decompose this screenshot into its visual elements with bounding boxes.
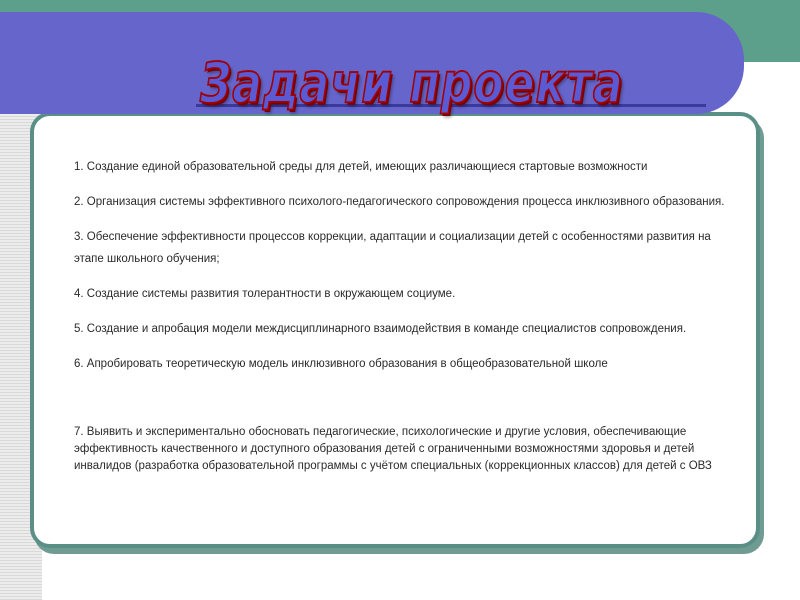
task-item-6: 6. Апробировать теоретическую модель инклюзивного образования в общеобразовательной школе — [74, 358, 608, 370]
task-item-7: 7. Выявить и экспериментально обосновать педагогические, психологические и другие условия, обеспечивающие эффективность качественного и доступного образования детей с ограниченными возможностями здоровья и детей инвалидов (разработка образовательной программы с учётом специальных (коррекционных классов) для детей с ОВЗ — [74, 426, 712, 472]
task-item-5: 5. Создание и апробация модели междисциплинарного взаимодействия в команде специалистов сопровождения. — [74, 323, 687, 335]
task-item-1: 1. Создание единой образовательной среды для детей, имеющих различающиеся стартовые возможности — [74, 161, 648, 173]
task-item-4: 4. Создание системы развития толерантности в окружающем социуме. — [74, 288, 456, 300]
slide-title: Задачи проекта — [200, 52, 624, 116]
task-item-2: 2. Организация системы эффективного психолого-педагогического сопровождения процесса инклюзивного образования. — [74, 196, 725, 208]
task-list — [74, 156, 738, 388]
task-item-3: 3. Обеспечение эффективности процессов коррекции, адаптации и социализации детей с особенностями развития на этапе школьного обучения; — [74, 231, 711, 265]
